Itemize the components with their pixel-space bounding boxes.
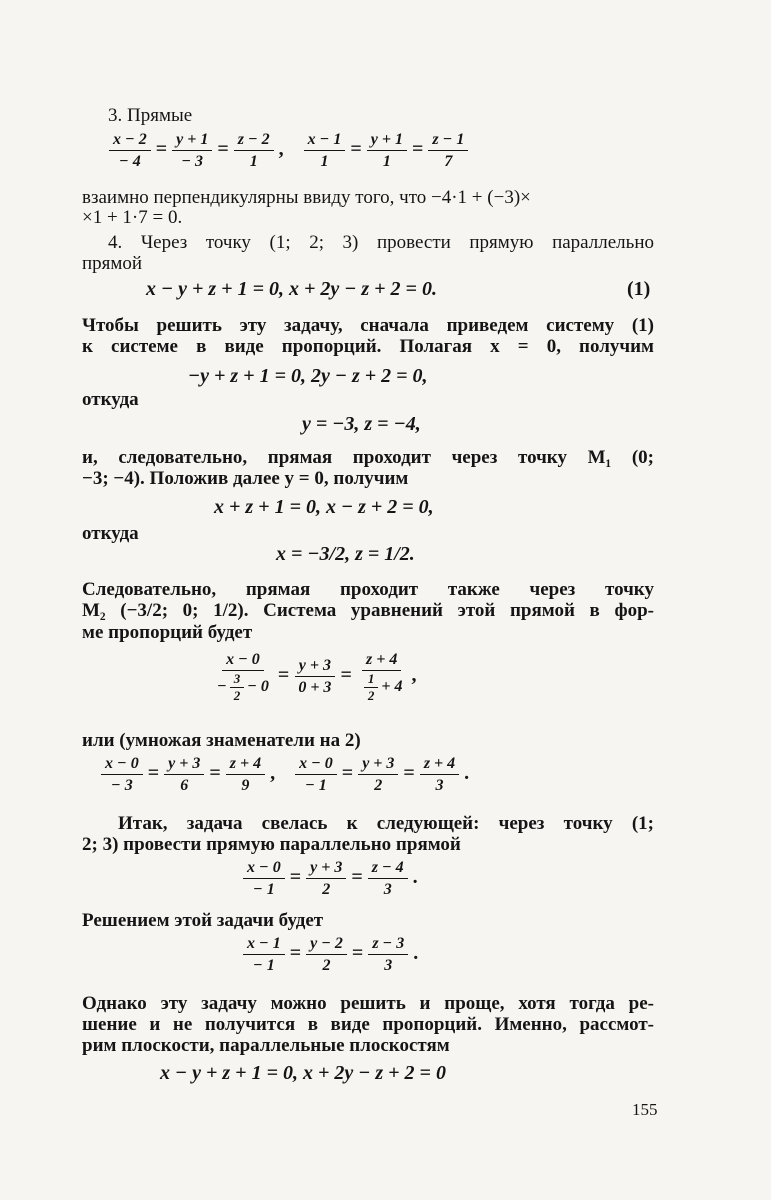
frac-num: z + 4	[362, 650, 401, 671]
frac-den: 6	[180, 777, 189, 794]
minus-sign: −	[217, 678, 227, 696]
frac-den: 2	[322, 881, 331, 898]
frac-den: 3	[384, 957, 393, 974]
item3-heading: 3. Прямые	[108, 105, 193, 126]
frac-den: 3	[435, 777, 444, 794]
frac-num: y + 3	[295, 656, 335, 677]
frac-den	[213, 671, 273, 703]
frac-den: 1	[249, 153, 258, 170]
paragraph-3-line2: M₂ (−3/2; 0; 1/2). Система уравнений этой прямой в фор-	[82, 600, 654, 621]
frac-den: − 1	[253, 957, 275, 974]
frac-num: y + 3	[358, 754, 398, 775]
frac-den: 0 + 3	[298, 679, 332, 696]
frac-den: 7	[444, 153, 453, 170]
frac-den: 2	[367, 688, 375, 703]
frac-num: 3	[230, 672, 245, 688]
equation-1: x − y + z + 1 = 0, x + 2y − z + 2 = 0.	[146, 278, 437, 300]
paragraph-2-line1: и, следовательно, прямая проходит через точку M₁ (0;	[82, 447, 654, 468]
frac-num: x − 0	[243, 858, 285, 879]
frac-num: z − 1	[428, 130, 468, 151]
equation-4: x + z + 1 = 0, x − z + 2 = 0,	[214, 496, 434, 518]
frac-num: y + 3	[164, 754, 204, 775]
equation-3: y = −3, z = −4,	[302, 413, 421, 435]
or-text: или (умножая знаменатели на 2)	[82, 730, 361, 751]
paragraph-3-line3: ме пропорций будет	[82, 622, 253, 643]
frac-num: 1	[364, 672, 379, 688]
paragraph-5: Решением этой задачи будет	[82, 910, 324, 931]
item4-line1: 4. Через точку (1; 2; 3) провести прямую параллельно	[108, 232, 654, 253]
frac-num: y + 1	[172, 130, 212, 151]
paragraph-1-line2: к системе в виде пропорций. Полагая x = 0, получим	[82, 336, 654, 357]
frac-den: 3	[383, 881, 392, 898]
paragraph-6-line2: шение и не получится в виде пропорций. Именно, рассмот-	[82, 1014, 654, 1035]
frac-den: − 3	[111, 777, 133, 794]
whence-1: откуда	[82, 389, 139, 410]
frac-den: − 1	[253, 881, 275, 898]
frac-den: − 3	[181, 153, 204, 170]
whence-2: откуда	[82, 523, 139, 544]
frac-num: x − 1	[304, 130, 346, 151]
item3-equation: $\frac{x - 2}{- 4}$ = $\frac{y + 1}{- 3}$ = $\frac{z - 2}{1}$ , $\frac{x - 1}{1}$ = $\frac{y + 1}{1}$ = $\frac{z - 1}{7}$	[106, 130, 471, 171]
frac-tail: + 4	[381, 678, 403, 696]
proportion-equation: x − 0 − $\frac{3}{2}$ − 0 = $\frac{y + 3}{0 + 3}$ = z + 4 $\frac{1}{2}$ + 4 ,	[210, 650, 418, 703]
paragraph-6-line1: Однако эту задачу можно решить и проще, хотя тогда ре-	[82, 993, 654, 1014]
solution-equation: $\frac{x - 1}{- 1}$ = $\frac{y - 2}{2}$ = $\frac{z - 3}{3}$ .	[240, 934, 420, 975]
equation-1-label: (1)	[627, 278, 651, 300]
frac-num: z − 3	[368, 934, 408, 955]
item3-text-line2: ×1 + 1·7 = 0.	[82, 207, 183, 228]
frac-num: z − 4	[368, 858, 408, 879]
frac-den: 9	[241, 777, 250, 794]
frac-den: 1	[382, 153, 391, 170]
frac-den	[357, 671, 407, 703]
frac-den: 2	[322, 957, 331, 974]
equation-6: x − y + z + 1 = 0, x + 2y − z + 2 = 0	[160, 1062, 446, 1084]
frac-num: y + 3	[306, 858, 346, 879]
paragraph-6-line3: рим плоскости, параллельные плоскостям	[82, 1035, 450, 1056]
frac-num: y + 1	[367, 130, 407, 151]
frac-den: − 4	[119, 153, 141, 170]
frac-num: x − 0	[295, 754, 337, 775]
frac-num: z − 2	[234, 130, 274, 151]
frac-num: z + 4	[226, 754, 265, 775]
frac-tail: − 0	[247, 678, 269, 696]
frac-den: 2	[233, 688, 241, 703]
paragraph-4-line1: Итак, задача свелась к следующей: через точку (1;	[118, 813, 654, 834]
frac-den: 1	[320, 153, 329, 170]
paragraph-4-line2: 2; 3) провести прямую параллельно прямой	[82, 834, 461, 855]
frac-num: x − 0	[222, 650, 264, 671]
page-number: 155	[632, 1100, 658, 1119]
reduced-line-equation: $\frac{x - 0}{- 1}$ = $\frac{y + 3}{2}$ = $\frac{z - 4}{3}$ .	[240, 858, 420, 899]
frac-num: x − 1	[243, 934, 285, 955]
frac-num: x − 2	[109, 130, 151, 151]
frac-num: x − 0	[101, 754, 143, 775]
item3-text-line1: взаимно перпендикулярны ввиду того, что −4·1 + (−3)×	[82, 187, 531, 208]
doubled-proportion-equation: $\frac{x - 0}{- 3}$ = $\frac{y + 3}{6}$ = $\frac{z + 4}{9}$ , $\frac{x - 0}{- 1}$ = $\frac{y + 3}{2}$ = $\frac{z + 4}{3}$ .	[98, 754, 471, 795]
equation-2: −y + z + 1 = 0, 2y − z + 2 = 0,	[188, 365, 428, 387]
frac-den: 2	[374, 777, 383, 794]
paragraph-1-line1: Чтобы решить эту задачу, сначала приведем систему (1)	[82, 315, 654, 336]
item4-line2: прямой	[82, 253, 143, 274]
paragraph-3-line1: Следовательно, прямая проходит также через точку	[82, 579, 654, 600]
equation-5: x = −3/2, z = 1/2.	[276, 543, 415, 565]
frac-num: y − 2	[306, 934, 347, 955]
frac-num: z + 4	[420, 754, 459, 775]
frac-den: − 1	[305, 777, 327, 794]
paragraph-2-line2: −3; −4). Положив далее y = 0, получим	[82, 468, 409, 489]
